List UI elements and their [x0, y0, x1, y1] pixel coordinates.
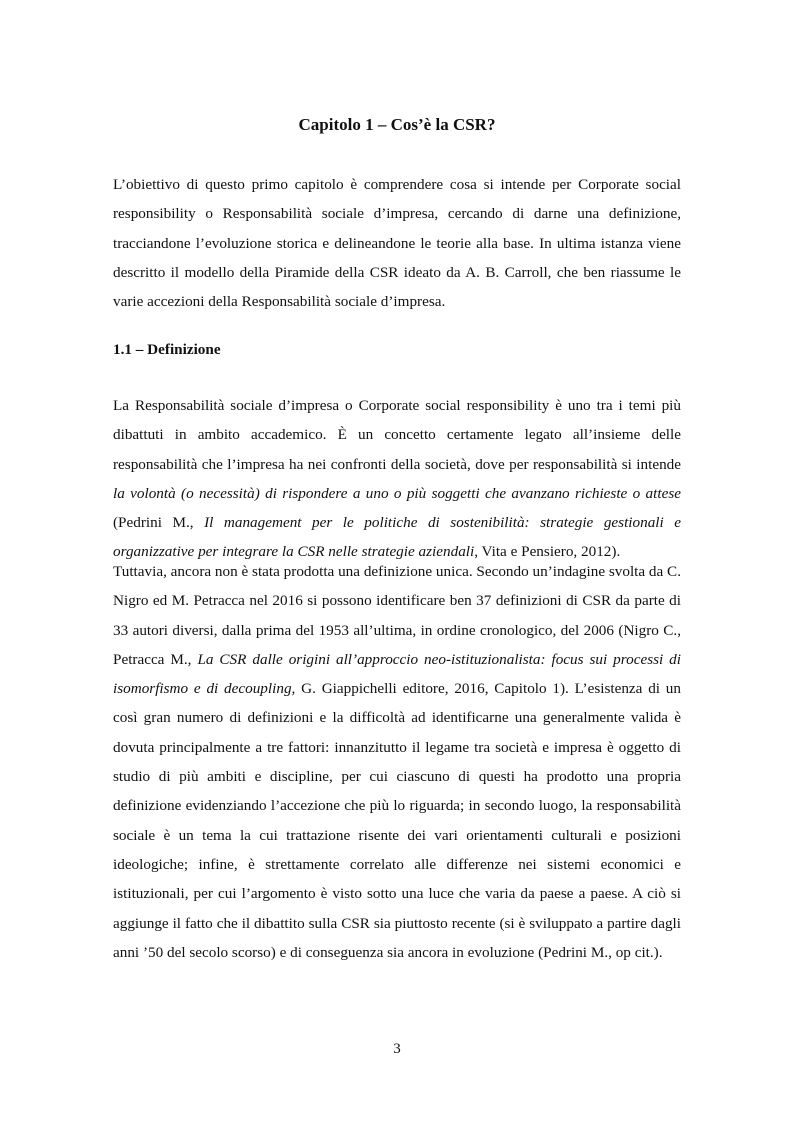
definition-paragraph	[113, 391, 681, 567]
main-rest-text: , G. Giappichelli editore, 2016, Capitolo 1). L’esistenza di un così gran numero di definizioni e la difficoltà ad identificarne una generalmente valida è dovuta principalmente a tre fattori: innanzitutto il legame tra società e impresa è oggetto di studio di più ambiti e discipline, per cui ciascuno di questi ha prodotto una propria definizione evidenziando l’accezione che più lo riguarda; in secondo luogo, la responsabilità sociale è un tema la cui trattazione risente dei vari orientamenti culturali e posizioni ideologiche; infine, è strettamente correlato alle differenze nei sistemi economici e istituzionali, per cui l’argomento è visto sotto una luce che varia da paese a paese. A ciò si aggiunge il fatto che il dibattito sulla CSR sia piuttosto recente (si è sviluppato a partire dagli anni ’50 del secolo scorso) e di conseguenza sia ancora in evoluzione (Pedrini M., op cit.).	[113, 680, 681, 961]
main-cited-title: La CSR dalle origini all’approccio neo-istituzionalista: focus sui processi di isomorfismo e di decoupling	[113, 650, 681, 698]
definition-cited-title: Il management per le politiche di sostenibilità: strategie gestionali e organizzative per integrare la CSR nelle strategie aziendali	[113, 514, 681, 561]
definition-citation-close: , Vita e Pensiero, 2012).	[474, 543, 621, 561]
page-number: 3	[393, 1041, 401, 1057]
main-paragraph	[113, 557, 681, 967]
section-heading: 1.1 – Definizione	[113, 341, 221, 358]
definition-citation-open: (Pedrini M.,	[113, 514, 205, 532]
definition-lead-text: La Responsabilità sociale d’impresa o Corporate social responsibility è uno tra i temi più dibattuti in ambito accademico. È un concetto certamente legato all’insieme delle responsabilità che l’impresa ha nei confronti della società, dove per responsabilità si intende	[113, 397, 681, 473]
intro-paragraph: L’obiettivo di questo primo capitolo è comprendere cosa si intende per Corporate social responsibility o Responsabilità sociale d’impresa, cercando di darne una definizione, tracciandone l’evoluzione storica e delineandone le teorie alla base. In ultima istanza viene descritto il modello della Piramide della CSR ideato da A. B. Carroll, che ben riassume le varie accezioni della Responsabilità sociale d’impresa.	[113, 176, 681, 311]
chapter-title: Capitolo 1 – Cos’è la CSR?	[298, 115, 496, 134]
definition-italic-quote: la volontà (o necessità) di rispondere a uno o più soggetti che avanzano richieste o attese	[113, 484, 681, 502]
main-lead-text: Tuttavia, ancora non è stata prodotta una definizione unica. Secondo un’indagine svolta da C. Nigro ed M. Petracca nel 2016 si possono identificare ben 37 definizioni di CSR da parte di 33 autori diversi, dalla prima del 1953 all’ultima, in ordine cronologico, del 2006 (Nigro C., Petracca M.,	[113, 563, 681, 668]
